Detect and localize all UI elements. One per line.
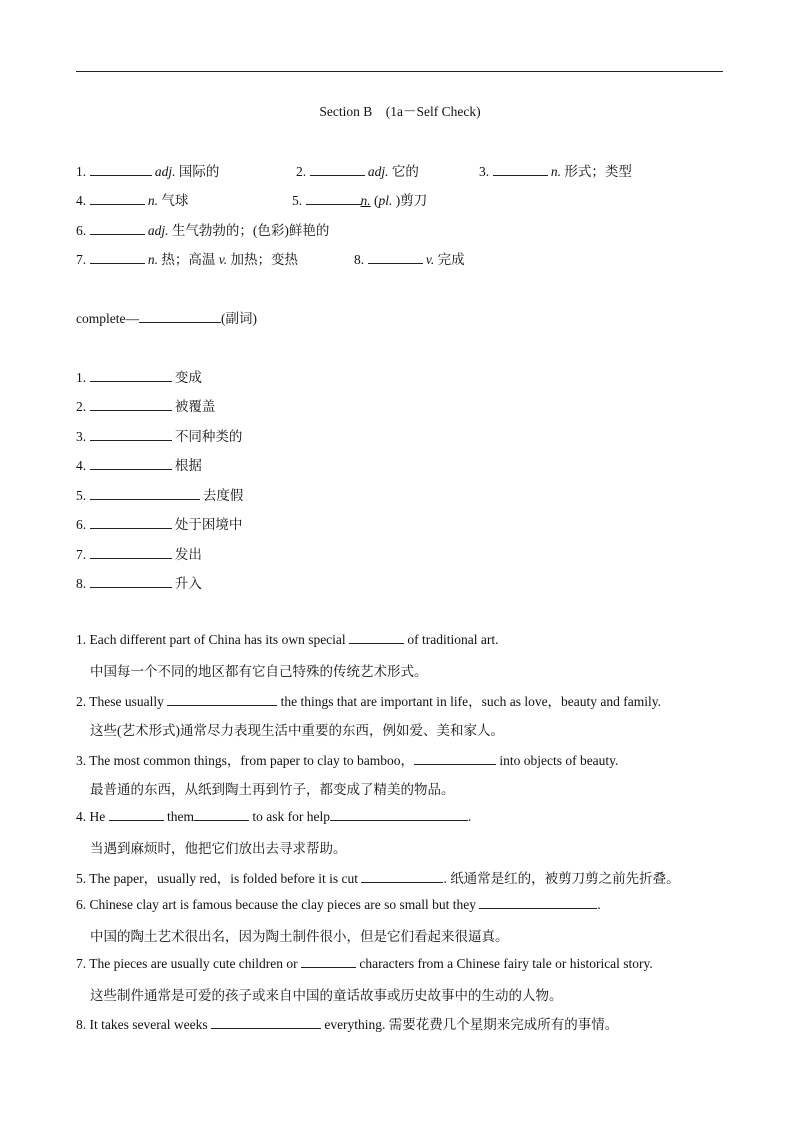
header-rule [76,71,723,72]
answer-blank[interactable] [90,546,172,559]
sentence-1: 1. Each different part of China has its own special of traditional art. [76,632,499,647]
answer-blank[interactable] [109,808,164,821]
phrase-item-1: 1. 变成 [76,370,202,385]
sentence-6: 6. Chinese clay art is famous because the clay pieces are so small but they . [76,897,601,912]
answer-blank[interactable] [211,1016,321,1029]
answer-blank[interactable] [90,163,152,176]
answer-blank[interactable] [167,693,277,706]
sentence-2-translation: 这些(艺术形式)通常尽力表现生活中重要的东西，例如爱、美和家人。 [90,723,504,738]
answer-blank[interactable] [90,516,172,529]
answer-blank[interactable] [349,631,404,644]
answer-blank[interactable] [301,955,356,968]
phrase-item-5: 5. 去度假 [76,488,244,503]
phrase-item-6: 6. 处于困境中 [76,517,243,532]
answer-blank[interactable] [194,808,249,821]
answer-blank[interactable] [90,192,145,205]
answer-blank[interactable] [361,870,443,883]
sentence-7: 7. The pieces are usually cute children or characters from a Chinese fairy tale or historical story. [76,956,653,971]
sentence-5: 5. The paper，usually red，is folded before it is cut . 纸通常是红的，被剪刀剪之前先折叠。 [76,871,680,886]
answer-blank[interactable] [90,251,145,264]
phrase-item-3: 3. 不同种类的 [76,429,243,444]
sentence-4: 4. He them to ask for help . [76,809,472,824]
sentence-3-translation: 最普通的东西，从纸到陶土再到竹子，都变成了精美的物品。 [90,782,455,797]
sentence-2: 2. These usually the things that are important in life，such as love，beauty and family. [76,694,662,709]
answer-blank[interactable] [479,896,597,909]
section-title: Section B (1a－Self Check) [319,104,481,119]
answer-blank[interactable] [90,222,145,235]
answer-blank[interactable] [90,398,172,411]
vocab-item-6: 6. adj. 生气勃勃的；(色彩)鲜艳的 [76,223,330,238]
answer-blank[interactable] [310,163,365,176]
answer-blank[interactable] [306,192,361,205]
derivation-row: complete— (副词) [76,311,257,326]
phrase-item-7: 7. 发出 [76,547,202,562]
answer-blank[interactable] [139,310,221,323]
vocab-item-3: 3. n. 形式；类型 [479,164,632,179]
sentence-7-translation: 这些制件通常是可爱的孩子或来自中国的童话故事或历史故事中的生动的人物。 [90,988,563,1003]
vocab-item-5: 5. n. (pl. )剪刀 [292,193,428,208]
vocab-item-7: 7. n. 热；高温 v. 加热；变热 [76,252,298,267]
answer-blank[interactable] [414,752,496,765]
answer-blank[interactable] [90,457,172,470]
phrase-item-8: 8. 升入 [76,576,202,591]
answer-blank[interactable] [90,369,172,382]
sentence-6-translation: 中国的陶土艺术很出名，因为陶土制件很小，但是它们看起来很逼真。 [90,929,509,944]
answer-blank[interactable] [368,251,423,264]
vocab-item-2: 2. adj. 它的 [296,164,419,179]
answer-blank[interactable] [493,163,548,176]
sentence-3: 3. The most common things，from paper to clay to bamboo， into objects of beauty. [76,753,619,768]
answer-blank[interactable] [330,808,468,821]
answer-blank[interactable] [90,487,200,500]
sentence-4-translation: 当遇到麻烦时，他把它们放出去寻求帮助。 [90,841,347,856]
vocab-item-8: 8. v. 完成 [354,252,465,267]
phrase-item-2: 2. 被覆盖 [76,399,216,414]
sentence-8: 8. It takes several weeks everything. 需要花费几个星期来完成所有的事情。 [76,1017,619,1032]
vocab-item-4: 4. n. 气球 [76,193,189,208]
sentence-1-translation: 中国每一个不同的地区都有它自己特殊的传统艺术形式。 [90,664,428,679]
answer-blank[interactable] [90,575,172,588]
vocab-item-1: 1. adj. 国际的 [76,164,220,179]
phrase-item-4: 4. 根据 [76,458,202,473]
answer-blank[interactable] [90,428,172,441]
